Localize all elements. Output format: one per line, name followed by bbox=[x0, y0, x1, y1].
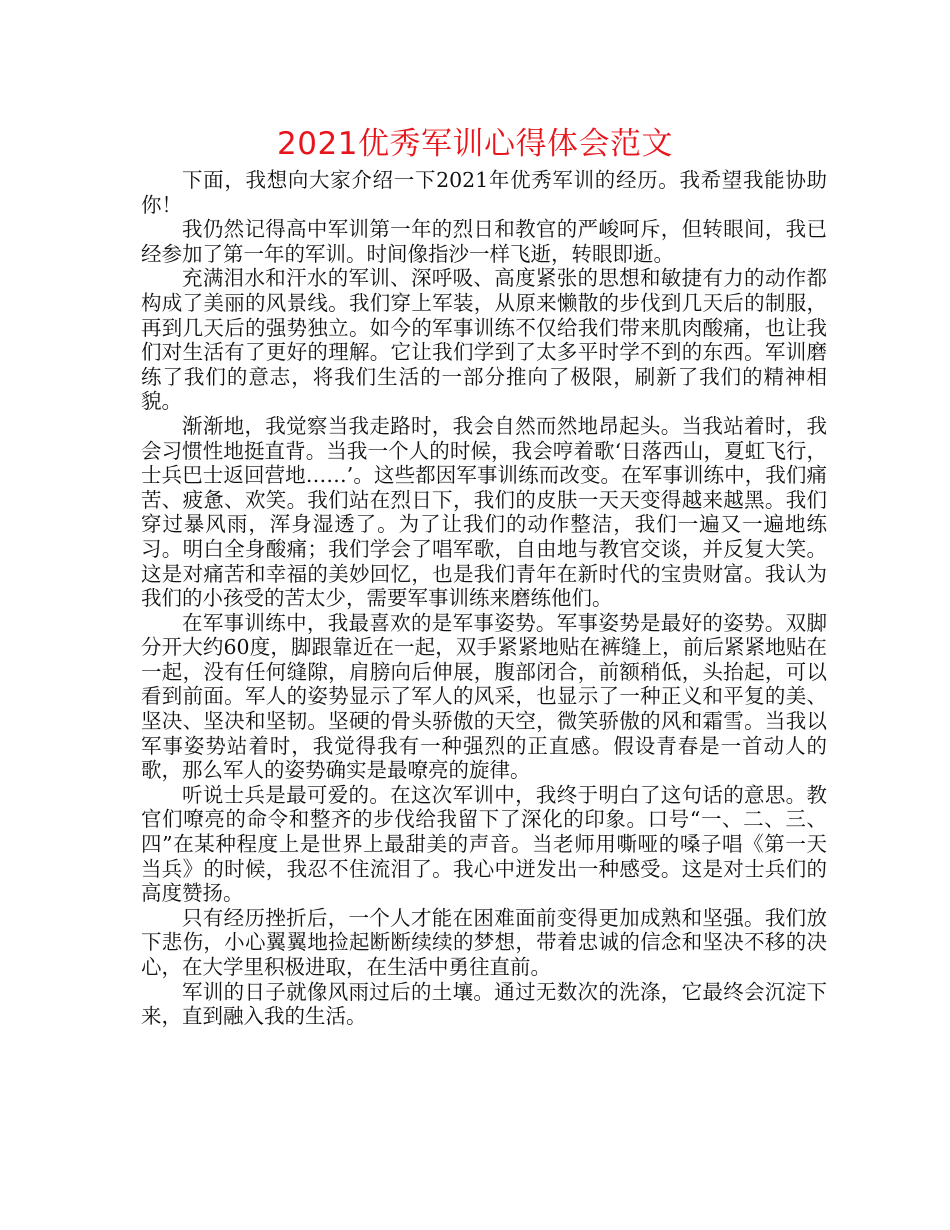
paragraph-soldiers: 听说士兵是最可爱的。在这次军训中，我终于明白了这句话的意思。教官们嘹亮的命令和整齐的步伐给我留下了深化的印象。口号“一、二、三、四”在某种程度上是世界上最甜美的声音。当老师用嘶哑的嗓子唱《第一天当兵》的时候，我忍不住流泪了。我心中迸发出一种感受。这是对士兵们的高度赞扬。 bbox=[141, 782, 827, 906]
paragraph-change: 渐渐地，我觉察当我走路时，我会自然而然地昂起头。当我站着时，我会习惯性地挺直背。当我一个人的时候，我会哼着歌‘日落西山，夏虹飞行，士兵巴士返回营地……’。这些都因军事训练而改变。在军事训练中，我们痛苦、疲惫、欢笑。我们站在烈日下，我们的皮肤一天天变得越来越黑。我们穿过暴风雨，浑身湿透了。为了让我们的动作整洁，我们一遍又一遍地练习。明白全身酸痛；我们学会了唱军歌，自由地与教官交谈，并反复大笑。这是对痛苦和幸福的美妙回忆，也是我们青年在新时代的宝贵财富。我认为我们的小孩受的苦太少，需要军事训练来磨练他们。 bbox=[141, 413, 827, 611]
document-body bbox=[141, 168, 827, 1029]
document-title: 2021优秀军训心得体会范文 bbox=[277, 126, 673, 162]
paragraph-intro: 下面，我想向大家介绍一下2021年优秀军训的经历。我希望我能协助你！ bbox=[141, 168, 827, 217]
paragraph-growth: 只有经历挫折后，一个人才能在困难面前变得更加成熟和坚强。我们放下悲伤，小心翼翼地捡起断断续续的梦想，带着忠诚的信念和坚决不移的决心，在大学里积极进取，在生活中勇往直前。 bbox=[141, 905, 827, 979]
paragraph-scenery: 充满泪水和汗水的军训、深呼吸、高度紧张的思想和敏捷有力的动作都构成了美丽的风景线。我们穿上军装，从原来懒散的步伐到几天后的制服，再到几天后的强势独立。如今的军事训练不仅给我们带来肌肉酸痛，也让我们对生活有了更好的理解。它让我们学到了太多平时学不到的东西。军训磨练了我们的意志，将我们生活的一部分推向了极限，刷新了我们的精神相貌。 bbox=[141, 266, 827, 414]
paragraph-memory: 我仍然记得高中军训第一年的烈日和教官的严峻呵斥，但转眼间，我已经参加了第一年的军训。时间像指沙一样飞逝，转眼即逝。 bbox=[141, 217, 827, 266]
paragraph-conclusion: 军训的日子就像风雨过后的土壤。通过无数次的洗涤，它最终会沉淀下来，直到融入我的生活。 bbox=[141, 979, 827, 1029]
paragraph-posture: 在军事训练中，我最喜欢的是军事姿势。军事姿势是最好的姿势。双脚分开大约60度，脚跟靠近在一起，双手紧紧地贴在裤缝上，前后紧紧地贴在一起，没有任何缝隙，肩膀向后伸展，腹部闭合，前额稍低，头抬起，可以看到前面。军人的姿势显示了军人的风采，也显示了一种正义和平复的美、坚决、坚决和坚韧。坚硬的骨头骄傲的天空，微笑骄傲的风和霜雪。当我以军事姿势站着时，我觉得我有一种强烈的正直感。假设青春是一首动人的歌，那么军人的姿势确实是最嘹亮的旋律。 bbox=[141, 610, 827, 783]
